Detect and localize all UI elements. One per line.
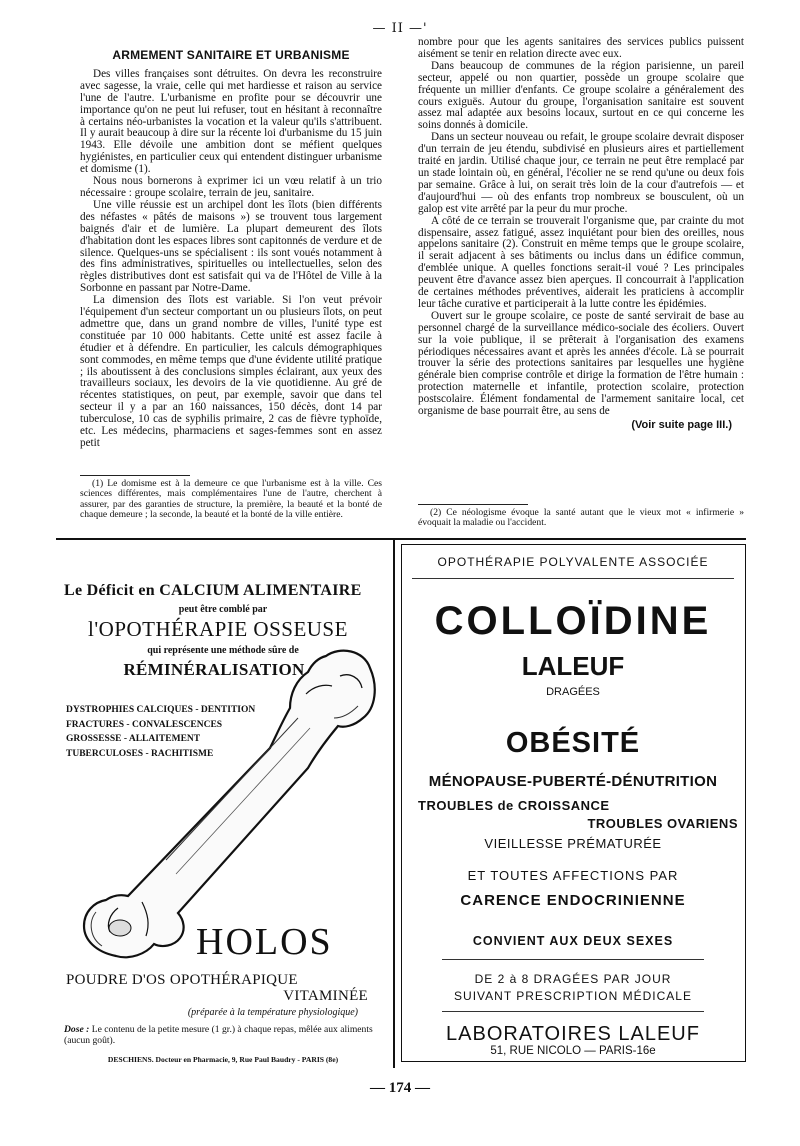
section-divider [56, 538, 746, 540]
article-right-column [418, 37, 744, 432]
article-paragraph: Une ville réussie est un archipel dont les îlots (bien différents des néfastes « pâtés de maisons ») se trouvent tous largement baignés d'air et de lumière. La plupart demeurent des îlots d'habitation dont les espaces libres sont capitonnés de verdure et de silence. Quelques-uns se spécialisent : ils sont voués notamment à des fins administratives, spirituelles ou intellectuelles, selon des règles distributives dont est satisfait qui va de l'Hôtel de Ville à la Sorbonne en passant par Notre-Dame. [80, 198, 382, 295]
indication-item: GROSSESSE - ALLAITEMENT [66, 734, 201, 744]
footnote-1 [80, 479, 382, 521]
dose-text: Le contenu de la petite mesure (1 gr.) à chaque repas, mêlée aux aliments (aucun goût). [64, 1024, 373, 1046]
colloidine-advertisement [401, 544, 746, 1062]
article-paragraph: Des villes françaises sont détruites. On devra les reconstruire avec sagesse, la vraie, celle qui met hardiesse et raison au service l'une de l'autre. L'urbanisme en profite pour se découvrir une importance qu'on ne peut lui refuser, tout en hésitant à reconnaître à certains néo-urbanistes la vocation et la valeur qu'ils s'attribuent. Il y aurait beaucoup à dire sur la récente loi d'urbanisme du 15 juin 1943. Elle dévoile une ambition dont se méfient quelques hygiénistes, en particulier ceux qui entendent distinguer urbanisme et domisme (1). [80, 67, 382, 176]
page-number: — 174 — [370, 1080, 430, 1096]
colloidine-affections: ET TOUTES AFFECTIONS PAR [467, 868, 679, 883]
colloidine-laboratory: LABORATOIRES LALEUF [446, 1023, 700, 1045]
colloidine-troubles-ovariens: TROUBLES OVARIENS [587, 816, 738, 831]
indication-item: FRACTURES - CONVALESCENCES [66, 719, 223, 730]
colloidine-dosage-1: DE 2 à 8 DRAGÉES PAR JOUR [474, 972, 672, 986]
indication-item: DYSTROPHIES CALCIQUES - DENTITION [66, 705, 256, 715]
article-paragraph: A côté de ce terrain se trouverait l'organisme que, par crainte du mot dispensaire, assez fatigué, assez inquiétant pour bien des oreilles, nous appelons sanitaire (2). Construit en même temps que le groupe scolaire, il serait adjacent à ses bâtiments ou inclus dans un édifice commun, d'emblée unique. A quelles fonctions serait-il voué ? Les principales peuvent être d'avance assez bien aperçues. Il concourrait à l'application de certaines méthodes préventives, aiderait les praticiens à accomplir leur tâche curative et participerait à la lutte contre les épidémies. [418, 214, 744, 310]
ad-column-divider [393, 538, 395, 1068]
article-title: ARMEMENT SANITAIRE ET URBANISME [112, 48, 350, 62]
indication-item: TUBERCULOSES - RACHITISME [66, 748, 214, 759]
holos-subline-2: qui représente une méthode sûre de [147, 645, 299, 656]
article-paragraph: Dans un secteur nouveau ou refait, le groupe scolaire devrait disposer d'un terrain de jeu étendu, subdivisé en plusieurs aires et partiellement traité en jardin. Utilisé chaque jour, ce terrain ne peut être remplacé par un stade lointain où, en général, l'écolier ne se rend qu'une ou deux fois par semaine. Grâce à lui, on serait très loin de la cour d'autrefois — et d'aujourd'hui — où des enfants trop nombreux se bousculent, où un galop est vite arrêté par la peur du mur proche. [418, 131, 744, 215]
colloidine-brand-2: LALEUF [521, 651, 625, 681]
holos-dosage [64, 1024, 382, 1046]
holos-manufacturer: DESCHIENS. Docteur en Pharmacie, 9, Rue Paul Baudry - PARIS (8e) [107, 1055, 339, 1064]
holos-remineralisation: RÉMINÉRALISATION [123, 660, 305, 679]
colloidine-brand: COLLOÏDINE [434, 599, 712, 643]
colloidine-vieillesse: VIEILLESSE PRÉMATURÉE [484, 836, 662, 851]
article-paragraph: Nous nous bornerons à exprimer ici un vœu relatif à un trio nécessaire : groupe scolaire, terrain de jeu, sanitaire. [80, 175, 382, 199]
article-left-column [80, 50, 382, 450]
article-paragraph: Ouvert sur le groupe scolaire, ce poste de santé servirait de base au personnel chargé de la surveillance médico-sociale des écoliers. Ouvert sur la voie publique, il se prêterait à l'organisation des examens périodiques nécessaires avant et après les années d'école. Là se pourrait trouver la série des protections sanitaires par lesquelles une hygiène générale bien comprise contrôle et dirige la formation de l'être humain : protection maternelle et infantile, protection scolaire, protection postscolaire. Élément fondamental de l'armement sanitaire local, cet organisme de base pourrait être, au sens de [418, 309, 744, 418]
colloidine-address: 51, RUE NICOLO — PARIS-16e [490, 1045, 656, 1057]
footnote-2 [418, 508, 744, 529]
footnote-2-text: (2) Ce néologisme évoque la santé autant que le vieux mot « infirmerie » évoquait la maladie ou l'accident. [418, 507, 744, 529]
article-paragraph: Dans beaucoup de communes de la région parisienne, un pareil secteur, appelé ou non quartier, possède un groupe scolaire que fréquente un millier d'enfants. Ce groupe scolaire a généralement des cours exiguës. Autour du groupe, l'organisation sanitaire est souvent assez mal adaptée aux besoins locaux, surtout en ce qui concerne les soins donnés à domicile. [418, 59, 744, 132]
colloidine-indication: OBÉSITÉ [505, 727, 641, 759]
colloidine-indication-list: MÉNOPAUSE-PUBERTÉ-DÉNUTRITION [428, 773, 718, 790]
colloidine-dosage-2: SUIVANT PRESCRIPTION MÉDICALE [454, 989, 692, 1003]
holos-method: l'OPOTHÉRAPIE OSSEUSE [88, 617, 348, 641]
holos-advertisement [58, 568, 388, 1078]
divider [442, 1011, 704, 1012]
footnote-divider [80, 475, 190, 476]
footnote-1-text: (1) Le domisme est à la demeure ce que l'urbanisme est à la ville. Ces sciences différentes, mais complémentaires l'une de l'autre, cherchent à assurer, par des garanties de structure, la première, la beauté et la bonté de chaque demeure ; la seconde, la beauté et la bonté de la ville entière. [80, 478, 382, 521]
dose-label: Dose : [64, 1024, 90, 1035]
page-header: — II —' [372, 21, 428, 36]
divider [442, 959, 704, 960]
footnote-divider [418, 504, 528, 505]
holos-product-line-2: VITAMINÉE [283, 988, 368, 1004]
holos-preparation-note: (préparée à la température physiologique) [187, 1007, 358, 1018]
article-paragraph: nombre pour que les agents sanitaires des services publics puissent aisément se tenir en relation directe avec eux. [418, 36, 744, 60]
divider [412, 578, 734, 579]
holos-headline: Le Déficit en CALCIUM ALIMENTAIRE [64, 582, 362, 599]
colloidine-carence: CARENCE ENDOCRINIENNE [460, 892, 686, 909]
holos-subline: peut être comblé par [178, 604, 268, 615]
holos-product-line-1: POUDRE D'OS OPOTHÉRAPIQUE [66, 972, 298, 988]
holos-brand: HOLOS [196, 921, 333, 963]
colloidine-sexes: CONVIENT AUX DEUX SEXES [472, 934, 674, 948]
article-paragraph: La dimension des îlots est variable. Si l'on veut prévoir l'équipement d'un secteur comportant un ou plusieurs îlots, on peut admettre que, dans un grand nombre de villes, l'unité type est constituée par 10 000 habitants. Cette unité est assez facile à étudier et à défendre. En particulier, les calculs démographiques sont commodes, en même temps que d'une évidente utilité pratique ; ils aboutissent à des conclusions simples éclairant, aux yeux des travailleurs sociaux, les devoirs de la vie quotidienne. Au gré de récentes statistiques, on peut, par exemple, savoir que dans tel secteur il y a par an 160 naissances, 150 décès, dont 14 par tuberculose, 10 cas de syphilis primaire, 2 cas de fièvre typhoïde, etc. Les médecins, pharmaciens et sages-femmes sont en assez petit [80, 294, 382, 449]
colloidine-troubles-croissance: TROUBLES de CROISSANCE [418, 798, 610, 813]
continued-notice: (Voir suite page III.) [631, 419, 732, 431]
colloidine-category: OPOTHÉRAPIE POLYVALENTE ASSOCIÉE [437, 555, 709, 569]
holos-indications [66, 703, 255, 761]
colloidine-form: DRAGÉES [546, 686, 600, 698]
